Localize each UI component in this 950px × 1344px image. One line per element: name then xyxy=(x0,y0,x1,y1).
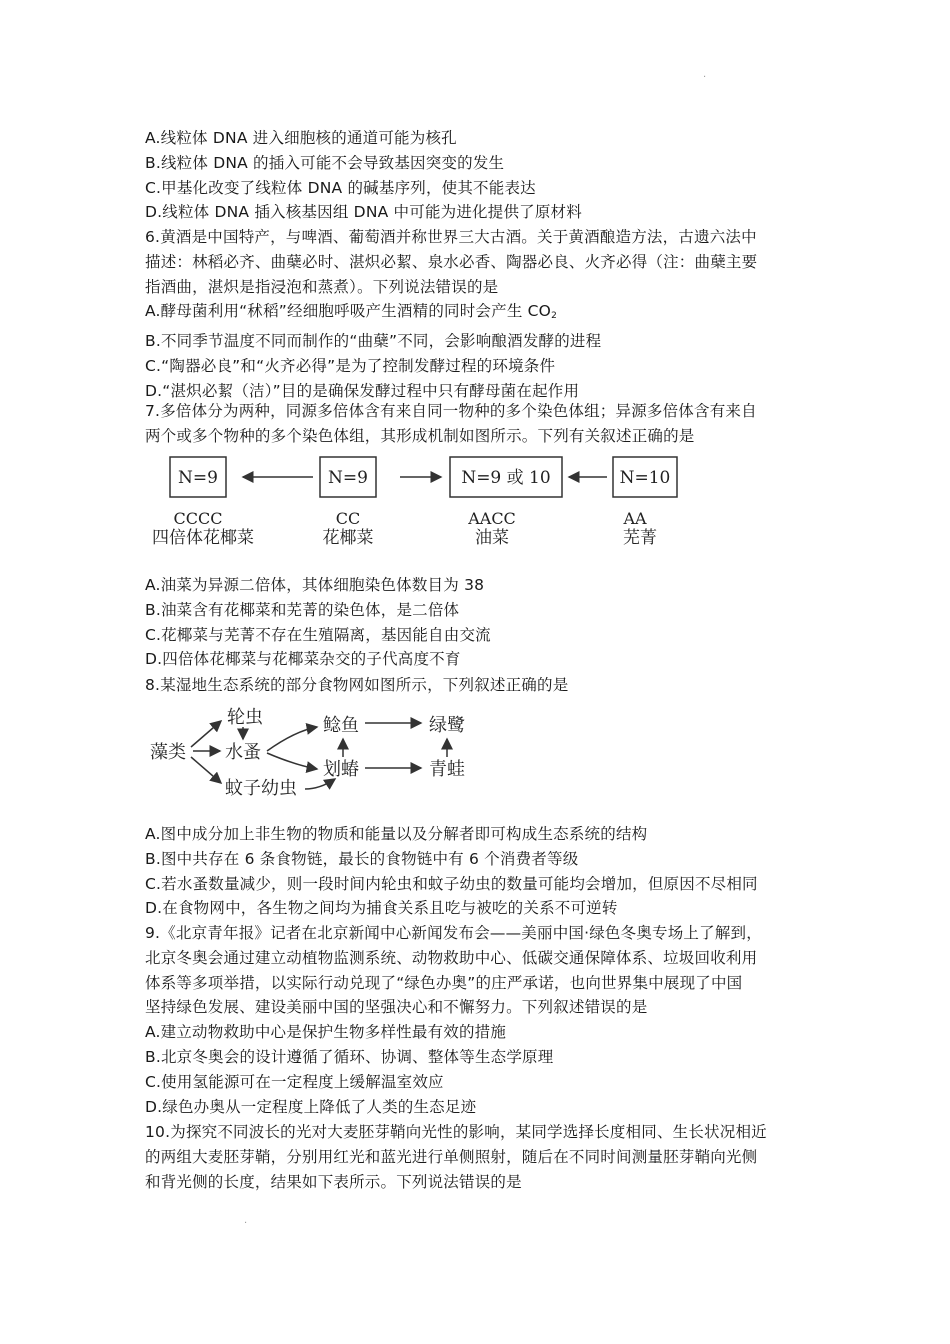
q9-option-a: A.建立动物救助中心是保护生物多样性最有效的措施 xyxy=(145,1023,507,1042)
q9-stem-line: 坚持绿色发展、建设美丽中国的坚强决心和不懈努力。下列叙述错误的是 xyxy=(145,998,648,1017)
node-rotifer: 轮虫 xyxy=(227,707,263,728)
q5-option-b: B.线粒体 DNA 的插入可能不会导致基因突变的发生 xyxy=(145,153,505,172)
question-7 xyxy=(145,399,810,449)
q6-stem-line: 指酒曲，湛炽是指浸泡和蒸煮）。下列说法错误的是 xyxy=(145,277,499,296)
box-label: N=10 xyxy=(619,468,671,488)
edge-mosquito-boatman xyxy=(305,779,335,789)
q7-option-c: C.花椰菜与芜菁不存在生殖隔离，基因能自由交流 xyxy=(145,625,491,644)
q8-stem-line: 8.某湿地生态系统的部分食物网如图所示，下列叙述正确的是 xyxy=(145,676,569,694)
q7-options xyxy=(145,573,810,672)
scan-dot: · xyxy=(703,72,707,83)
food-web-diagram xyxy=(145,703,485,803)
q8-option-c: C.若水蚤数量减少，则一段时间内轮虫和蚊子幼虫的数量可能均会增加，但原因不尽相同 xyxy=(145,874,758,893)
q6-option-a-subscript: 2 xyxy=(551,311,558,322)
q9-stem-line: 9.《北京青年报》记者在北京新闻中心新闻发布会——美丽中国·绿色冬奥专场上了解到， xyxy=(145,924,762,942)
scan-dot: · xyxy=(244,1218,248,1229)
q7-option-d: D.四倍体花椰菜与花椰菜杂交的子代高度不育 xyxy=(145,650,461,669)
node-frog: 青蛙 xyxy=(429,759,465,780)
species-label: 芜菁 xyxy=(623,528,657,548)
q7-option-a: A.油菜为异源二倍体，其体细胞染色体数目为 38 xyxy=(145,576,485,594)
question-6 xyxy=(145,225,810,404)
node-mosquito-larva: 蚊子幼虫 xyxy=(225,778,297,799)
node-algae: 藻类 xyxy=(150,742,186,763)
edge-daphnia-boatman xyxy=(267,753,317,769)
polyploid-diagram xyxy=(145,452,705,552)
q8-option-b: B.图中共存在 6 条食物链，最长的食物链中有 6 个消费者等级 xyxy=(145,849,579,868)
edge-algae-rotifer xyxy=(191,721,221,747)
question-9 xyxy=(145,921,810,1119)
node-green-heron: 绿鹭 xyxy=(429,715,465,736)
question-8 xyxy=(145,673,810,698)
species-label: 油菜 xyxy=(475,528,509,548)
genome-label: AACC xyxy=(468,509,516,528)
edge-daphnia-catfish xyxy=(267,727,317,751)
question-10 xyxy=(145,1120,810,1194)
node-water-boatman: 划蝽 xyxy=(323,759,359,780)
node-daphnia: 水蚤 xyxy=(225,742,261,763)
q6-stem-line: 6.黄酒是中国特产，与啤酒、葡萄酒并称世界三大古酒。关于黄酒酿造方法，古遗六法中 xyxy=(145,228,757,246)
q6-stem-line: 描述：林稻必齐、曲蘖必时、湛炽必絜、泉水必香、陶器必良、火齐必得（注：曲蘖主要 xyxy=(145,252,758,271)
species-label: 四倍体花椰菜 xyxy=(152,528,254,548)
edge-algae-mosquito xyxy=(191,757,221,783)
q9-option-b: B.北京冬奥会的设计遵循了循环、协调、整体等生态学原理 xyxy=(145,1047,554,1066)
q6-option-a-text: A.酵母菌利用“秫稻”经细胞呼吸产生酒精的同时会产生 CO xyxy=(145,302,552,321)
q8-options xyxy=(145,822,810,921)
q6-option-a xyxy=(145,299,810,329)
q10-stem-line: 和背光侧的长度，结果如下表所示。下列说法错误的是 xyxy=(145,1172,522,1191)
q7-stem-line: 7.多倍体分为两种，同源多倍体含有来自同一物种的多个染色体组；异源多倍体含有来自 xyxy=(145,402,757,420)
node-catfish: 鲶鱼 xyxy=(323,715,359,736)
q7-stem-line: 两个或多个物种的多个染色体组，其形成机制如图所示。下列有关叙述正确的是 xyxy=(145,426,695,445)
genome-label: AA xyxy=(623,509,647,528)
genome-label: CCCC xyxy=(173,509,223,528)
q5-option-c: C.甲基化改变了线粒体 DNA 的碱基序列，使其不能表达 xyxy=(145,178,536,197)
genome-label: CC xyxy=(335,509,361,528)
box-label: N=9 或 10 xyxy=(461,468,551,488)
q6-option-b: B.不同季节温度不同而制作的“曲蘖”不同，会影响酿酒发酵的进程 xyxy=(145,332,602,351)
q6-option-d: D.“湛炽必絜（洁）”目的是确保发酵过程中只有酵母菌在起作用 xyxy=(145,381,580,400)
box-label: N=9 xyxy=(178,468,218,488)
species-label: 花椰菜 xyxy=(322,528,374,548)
q5-options xyxy=(145,126,810,225)
q9-stem-line: 体系等多项举措，以实际行动兑现了“绿色办奥”的庄严承诺，也向世界集中展现了中国 xyxy=(145,973,743,992)
q7-option-b: B.油菜含有花椰菜和芜菁的染色体，是二倍体 xyxy=(145,600,460,619)
q8-option-a: A.图中成分加上非生物的物质和能量以及分解者即可构成生态系统的结构 xyxy=(145,825,648,843)
q10-stem-line: 的两组大麦胚芽鞘，分别用红光和蓝光进行单侧照射，随后在不同时间测量胚芽鞘向光侧 xyxy=(145,1147,758,1166)
q5-option-a: A.线粒体 DNA 进入细胞核的通道可能为核孔 xyxy=(145,129,457,147)
q8-option-d: D.在食物网中，各生物之间均为捕食关系且吃与被吃的关系不可逆转 xyxy=(145,899,618,918)
box-label: N=9 xyxy=(328,468,368,488)
q9-option-d: D.绿色办奥从一定程度上降低了人类的生态足迹 xyxy=(145,1097,477,1116)
q6-option-c: C.“陶器必良”和“火齐必得”是为了控制发酵过程的环境条件 xyxy=(145,356,556,375)
q9-stem-line: 北京冬奥会通过建立动植物监测系统、动物救助中心、低碳交通保障体系、垃圾回收利用 xyxy=(145,948,758,967)
q9-option-c: C.使用氢能源可在一定程度上缓解温室效应 xyxy=(145,1072,444,1091)
q5-option-d: D.线粒体 DNA 插入核基因组 DNA 中可能为进化提供了原材料 xyxy=(145,203,582,222)
q10-stem-line: 10.为探究不同波长的光对大麦胚芽鞘向光性的影响，某同学选择长度相同、生长状况相近 xyxy=(145,1123,767,1141)
